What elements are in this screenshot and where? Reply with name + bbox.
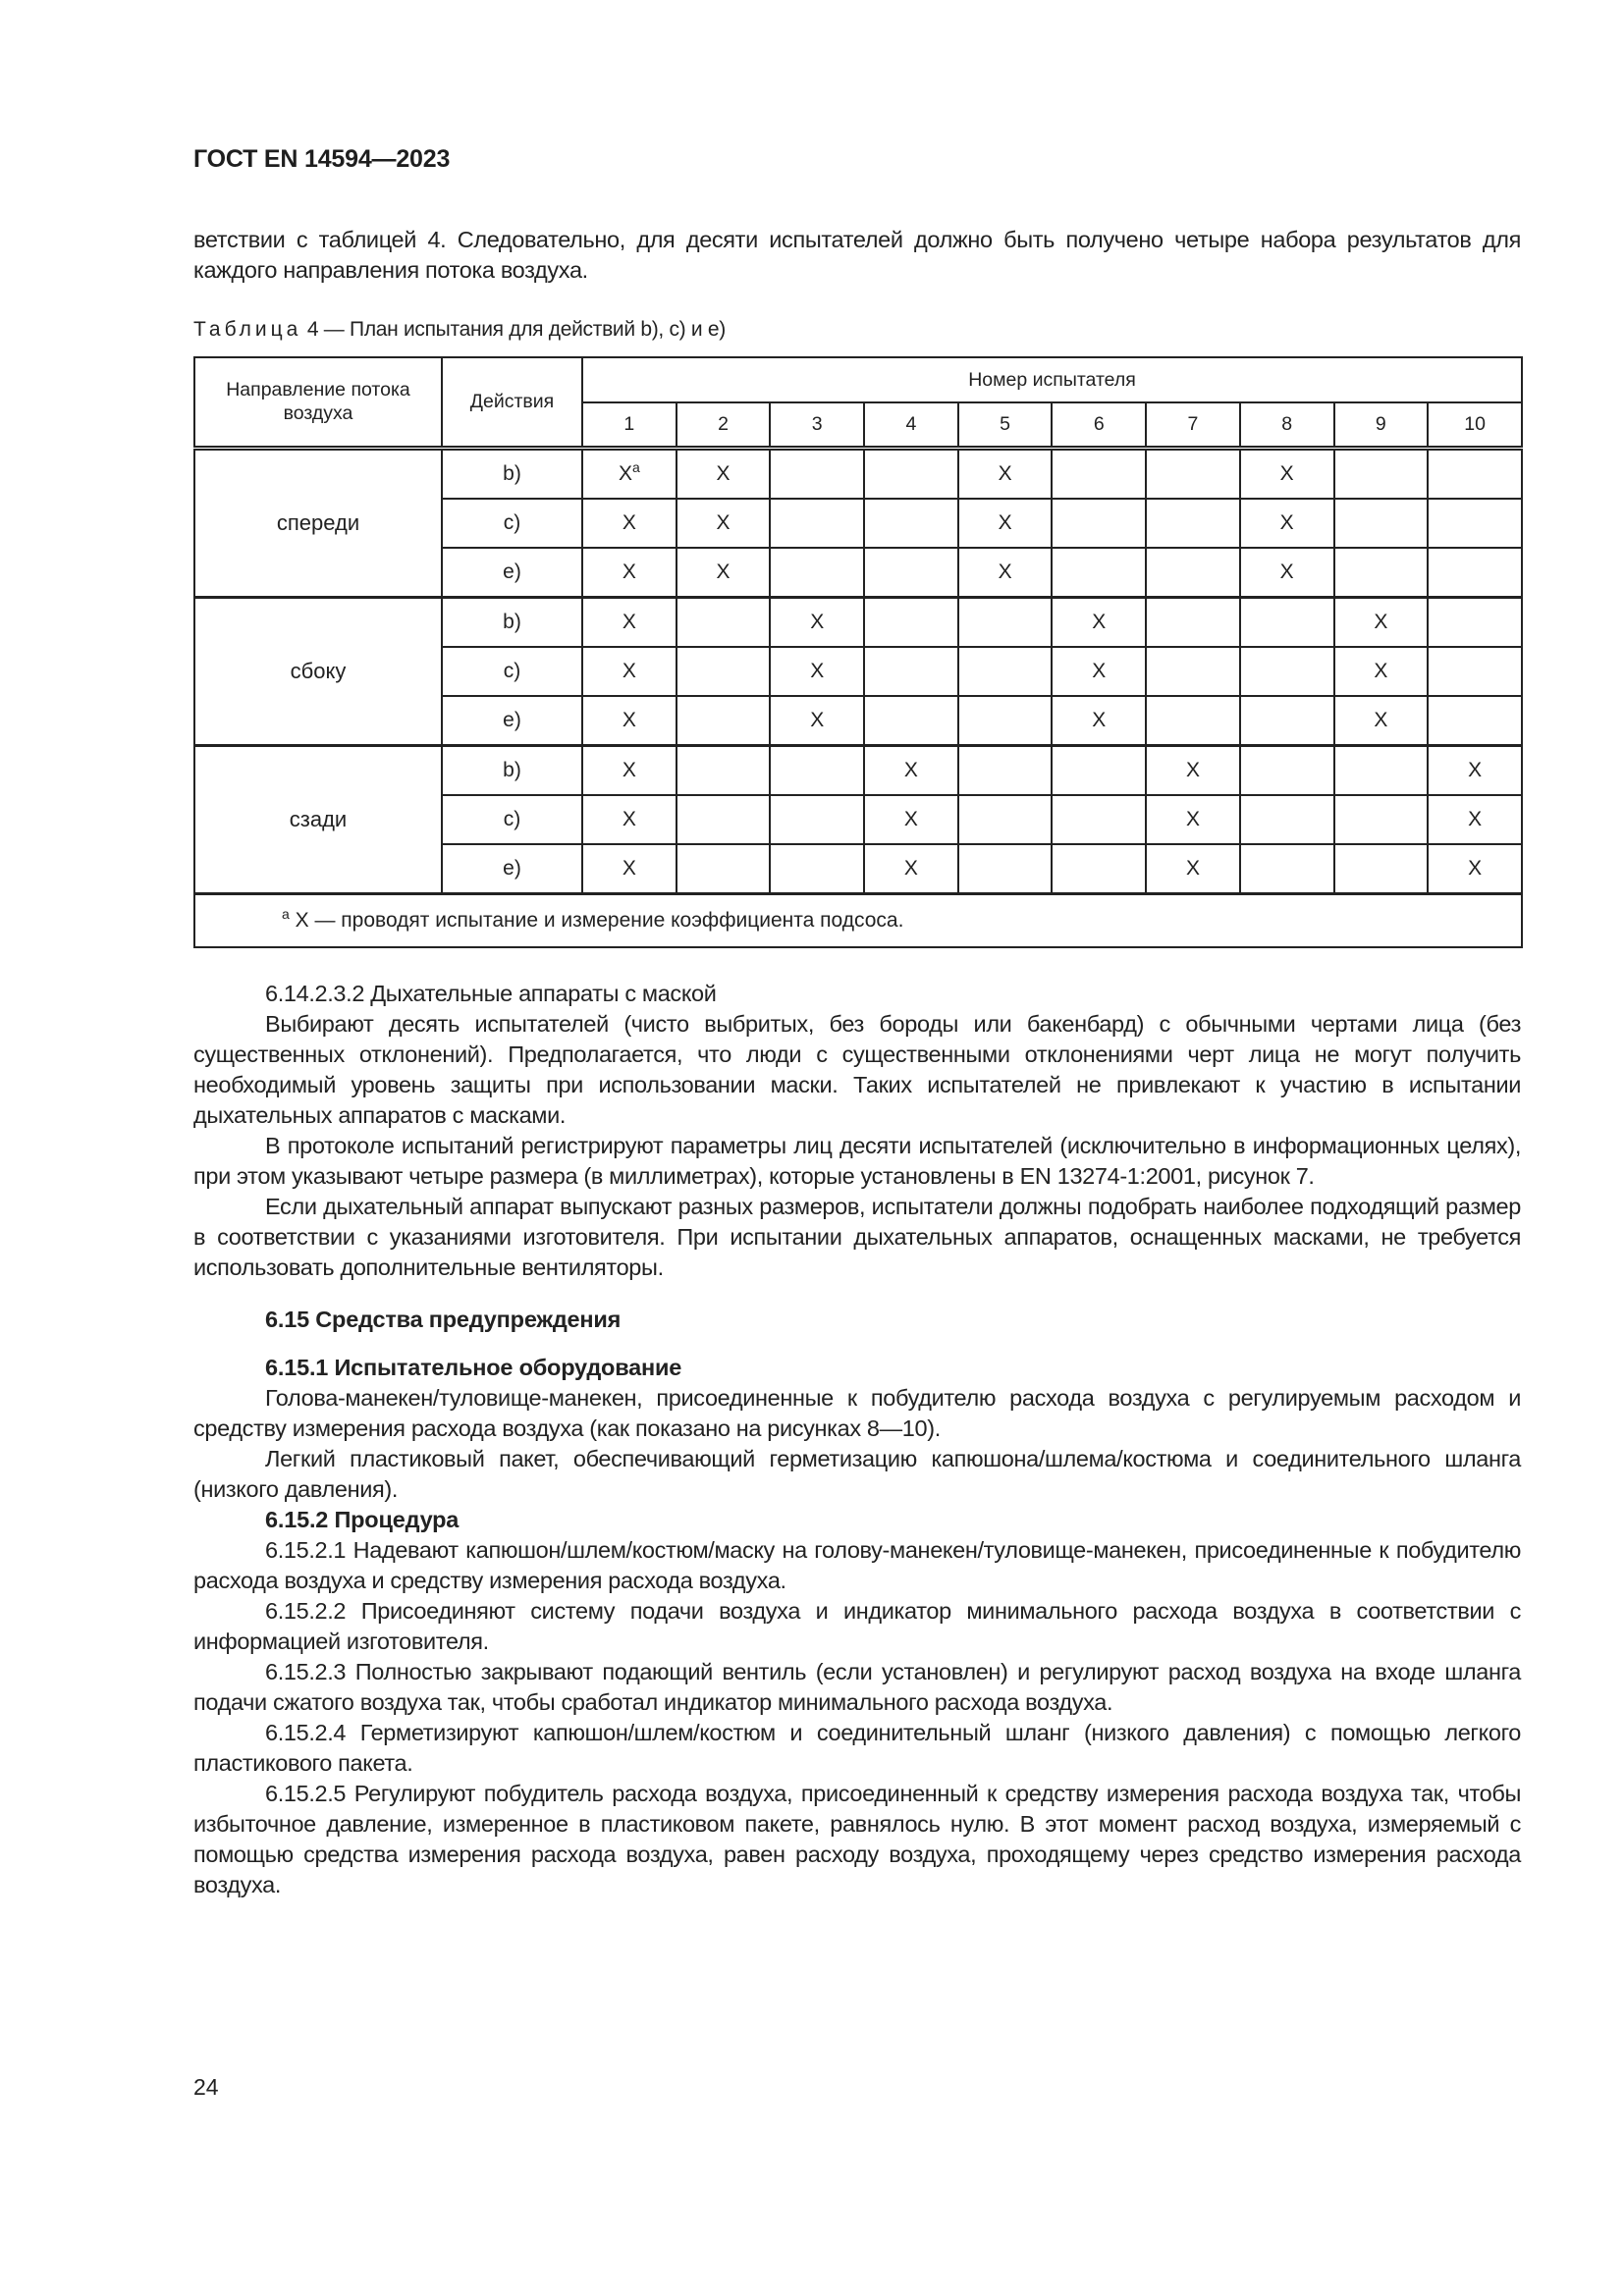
mark-cell xyxy=(1146,548,1240,598)
mark-cell xyxy=(1052,448,1146,499)
mark-cell xyxy=(1428,647,1522,696)
mark-cell xyxy=(677,499,771,548)
mark-cell xyxy=(1052,795,1146,844)
mark-cell xyxy=(770,745,864,795)
mark-cell xyxy=(1240,795,1334,844)
table-row xyxy=(194,745,1522,795)
paragraph: 6.15.2.4 Герметизируют капюшон/шлем/костюм и соединительный шланг (низкого давления) с помощью легкого пластикового пакета. xyxy=(193,1720,1521,1776)
mark-value: X xyxy=(716,560,731,583)
footnote-marker: a xyxy=(631,458,640,475)
document-title: ГОСТ EN 14594—2023 xyxy=(193,145,451,173)
mark-value: X xyxy=(1092,659,1107,682)
body-text xyxy=(193,979,1521,1900)
mark-cell xyxy=(1428,597,1522,647)
mark-cell xyxy=(770,647,864,696)
header-direction: Направление потока воздуха xyxy=(194,357,442,448)
mark-cell xyxy=(958,745,1053,795)
mark-value: X xyxy=(622,510,636,534)
mark-cell xyxy=(1334,448,1429,499)
mark-cell xyxy=(1146,745,1240,795)
mark-cell xyxy=(958,795,1053,844)
mark-value: X xyxy=(1374,610,1388,633)
header-actions: Действия xyxy=(442,357,582,448)
mark-cell xyxy=(1428,745,1522,795)
mark-cell xyxy=(677,745,771,795)
mark-value: X xyxy=(1185,807,1200,830)
mark-value: X xyxy=(618,461,632,485)
header-tester-9: 9 xyxy=(1334,402,1429,448)
mark-value: X xyxy=(998,560,1012,583)
mark-cell xyxy=(1240,696,1334,746)
mark-cell xyxy=(1146,844,1240,894)
header-tester-3: 3 xyxy=(770,402,864,448)
header-tester-5: 5 xyxy=(958,402,1053,448)
table-row xyxy=(194,597,1522,647)
mark-value: X xyxy=(1468,807,1483,830)
mark-cell xyxy=(864,499,958,548)
mark-value: X xyxy=(622,856,636,880)
mark-cell xyxy=(1334,597,1429,647)
mark-cell xyxy=(770,597,864,647)
mark-cell xyxy=(864,844,958,894)
action-cell: e) xyxy=(442,548,582,598)
mark-cell xyxy=(1052,548,1146,598)
mark-cell xyxy=(864,795,958,844)
table-body xyxy=(194,448,1522,947)
mark-cell xyxy=(582,696,677,746)
mark-cell xyxy=(1240,597,1334,647)
mark-cell xyxy=(864,745,958,795)
mark-cell xyxy=(958,844,1053,894)
direction-cell: сзади xyxy=(194,745,442,893)
mark-value: X xyxy=(622,610,636,633)
header-tester-10: 10 xyxy=(1428,402,1522,448)
page-number: 24 xyxy=(193,2074,219,2100)
mark-cell xyxy=(1428,499,1522,548)
paragraph: 6.15.2.3 Полностью закрывают подающий вентиль (если установлен) и регулируют расход воздуха на входе шланга подачи сжатого воздуха так, чтобы сработал индикатор минимального расхода воздуха. xyxy=(193,1659,1521,1715)
mark-cell xyxy=(1428,844,1522,894)
mark-cell xyxy=(1334,795,1429,844)
mark-cell xyxy=(770,795,864,844)
mark-value: X xyxy=(1279,560,1294,583)
mark-value: X xyxy=(903,807,918,830)
mark-cell xyxy=(864,647,958,696)
action-cell: e) xyxy=(442,696,582,746)
mark-cell xyxy=(1240,745,1334,795)
mark-cell xyxy=(677,548,771,598)
action-cell: b) xyxy=(442,745,582,795)
mark-cell xyxy=(1240,548,1334,598)
mark-value: X xyxy=(622,659,636,682)
paragraph: Легкий пластиковый пакет, обеспечивающий герметизацию капюшона/шлема/костюма и соединительного шланга (низкого давления). xyxy=(193,1446,1521,1502)
mark-cell xyxy=(582,795,677,844)
mark-value: X xyxy=(1185,758,1200,781)
mark-cell xyxy=(1146,597,1240,647)
mark-cell xyxy=(864,696,958,746)
footnote-marker: a xyxy=(282,905,290,922)
mark-cell xyxy=(770,696,864,746)
mark-value: X xyxy=(810,708,825,731)
mark-value: X xyxy=(1185,856,1200,880)
mark-value: X xyxy=(1468,758,1483,781)
header-tester-1: 1 xyxy=(582,402,677,448)
mark-cell xyxy=(1146,647,1240,696)
mark-value: X xyxy=(622,758,636,781)
action-cell: b) xyxy=(442,448,582,499)
header-tester-8: 8 xyxy=(1240,402,1334,448)
mark-cell xyxy=(770,499,864,548)
mark-cell xyxy=(958,448,1053,499)
mark-cell xyxy=(1240,448,1334,499)
mark-cell xyxy=(1146,448,1240,499)
mark-cell xyxy=(1146,795,1240,844)
mark-cell xyxy=(677,696,771,746)
header-tester-7: 7 xyxy=(1146,402,1240,448)
mark-cell xyxy=(1240,647,1334,696)
mark-cell xyxy=(958,696,1053,746)
mark-cell xyxy=(1052,499,1146,548)
mark-value: X xyxy=(716,461,731,485)
mark-cell xyxy=(677,647,771,696)
mark-value: X xyxy=(622,560,636,583)
mark-cell xyxy=(958,548,1053,598)
mark-cell xyxy=(770,448,864,499)
mark-cell xyxy=(677,448,771,499)
mark-cell xyxy=(864,597,958,647)
mark-cell xyxy=(582,844,677,894)
table-row xyxy=(194,448,1522,499)
mark-cell xyxy=(1052,597,1146,647)
mark-cell xyxy=(1334,745,1429,795)
mark-cell xyxy=(1428,448,1522,499)
mark-value: X xyxy=(998,461,1012,485)
mark-cell xyxy=(677,597,771,647)
action-cell: c) xyxy=(442,795,582,844)
mark-cell xyxy=(1146,696,1240,746)
paragraph: 6.15.2.5 Регулируют побудитель расхода воздуха, присоединенный к средству измерения расхода воздуха так, чтобы избыточное давление, измеренное в пластиковом пакете, равнялось нулю. В этот момент расход воздуха, измеряемый с помощью средства измерения расхода воздуха, равен расходу воздуха, проходящему через средство измерения расхода воздуха. xyxy=(193,1781,1521,1897)
table-caption-label: Таблица xyxy=(193,318,302,341)
mark-cell xyxy=(958,647,1053,696)
section-6-14-2-3-2-title: 6.14.2.3.2 Дыхательные аппараты с маской xyxy=(265,981,717,1006)
mark-value: X xyxy=(1092,708,1107,731)
footnote-text: X — проводят испытание и измерение коэффициента подсоса. xyxy=(289,908,904,932)
mark-cell xyxy=(582,548,677,598)
mark-cell xyxy=(1428,696,1522,746)
header-tester-2: 2 xyxy=(677,402,771,448)
table-caption xyxy=(193,316,726,344)
table-footnote xyxy=(194,893,1522,947)
mark-value: X xyxy=(1279,461,1294,485)
paragraph: 6.15.2.2 Присоединяют систему подачи воздуха и индикатор минимального расхода воздуха в соответствии с информацией изготовителя. xyxy=(193,1598,1521,1654)
mark-cell xyxy=(770,844,864,894)
paragraph: В протоколе испытаний регистрируют параметры лиц десяти испытателей (исключительно в информационных целях), при этом указывают четыре размера (в миллиметрах), которые установлены в EN 13274-1:2001, рисунок 7. xyxy=(193,1133,1521,1189)
mark-value: X xyxy=(903,758,918,781)
mark-cell xyxy=(582,448,677,499)
mark-value: X xyxy=(1374,659,1388,682)
mark-cell xyxy=(1052,647,1146,696)
action-cell: c) xyxy=(442,647,582,696)
footnote-row xyxy=(194,893,1522,947)
test-plan-table xyxy=(193,356,1523,948)
mark-cell xyxy=(1334,499,1429,548)
mark-cell xyxy=(1240,844,1334,894)
mark-cell xyxy=(677,844,771,894)
mark-cell xyxy=(1052,745,1146,795)
mark-cell xyxy=(1334,696,1429,746)
header-tester-6: 6 xyxy=(1052,402,1146,448)
mark-cell xyxy=(864,448,958,499)
action-cell: b) xyxy=(442,597,582,647)
mark-value: X xyxy=(1468,856,1483,880)
intro-paragraph: ветствии с таблицей 4. Следовательно, для десяти испытателей должно быть получено четыре набора результатов для каждого направления потока воздуха. xyxy=(193,227,1521,283)
action-cell: c) xyxy=(442,499,582,548)
mark-cell xyxy=(1334,844,1429,894)
paragraph: Если дыхательный аппарат выпускают разных размеров, испытатели должны подобрать наиболее подходящий размер в соответствии с указаниями изготовителя. При испытании дыхательных аппаратов, оснащенных масками, не требуется использовать дополнительные вентиляторы. xyxy=(193,1194,1521,1280)
table-caption-text: 4 — План испытания для действий b), c) и e) xyxy=(301,318,726,341)
mark-cell xyxy=(1052,844,1146,894)
mark-cell xyxy=(582,745,677,795)
mark-cell xyxy=(1334,647,1429,696)
mark-cell xyxy=(582,499,677,548)
header-tester-number: Номер испытателя xyxy=(582,357,1522,402)
header-tester-4: 4 xyxy=(864,402,958,448)
mark-cell xyxy=(1052,696,1146,746)
paragraph: 6.15.2.1 Надевают капюшон/шлем/костюм/маску на голову-манекен/туловище-манекен, присоединенные к побудителю расхода воздуха и средству измерения расхода воздуха. xyxy=(193,1537,1521,1593)
mark-value: X xyxy=(1374,708,1388,731)
mark-cell xyxy=(1146,499,1240,548)
paragraph: Выбирают десять испытателей (чисто выбритых, без бороды или бакенбард) с обычными чертами лица (без существенных отклонений). Предполагается, что люди с существенными отклонениями черт лица не могут получить необходимый уровень защиты при использовании маски. Таких испытателей не привлекают к участию в испытании дыхательных аппаратов с масками. xyxy=(193,1011,1521,1128)
section-heading-6-15-1: 6.15.1 Испытательное оборудование xyxy=(265,1355,682,1380)
direction-cell: спереди xyxy=(194,448,442,597)
mark-value: X xyxy=(622,708,636,731)
mark-value: X xyxy=(716,510,731,534)
mark-cell xyxy=(1428,795,1522,844)
mark-cell xyxy=(864,548,958,598)
paragraph: Голова-манекен/туловище-манекен, присоединенные к побудителю расхода воздуха с регулируемым расходом и средству измерения расхода воздуха (как показано на рисунках 8—10). xyxy=(193,1385,1521,1441)
mark-value: X xyxy=(1092,610,1107,633)
mark-cell xyxy=(958,499,1053,548)
direction-cell: сбоку xyxy=(194,597,442,745)
mark-cell xyxy=(1334,548,1429,598)
mark-value: X xyxy=(1279,510,1294,534)
mark-cell xyxy=(770,548,864,598)
section-heading-6-15-2: 6.15.2 Процедура xyxy=(265,1507,460,1532)
mark-value: X xyxy=(903,856,918,880)
mark-value: X xyxy=(998,510,1012,534)
mark-cell xyxy=(677,795,771,844)
mark-value: X xyxy=(622,807,636,830)
mark-cell xyxy=(958,597,1053,647)
mark-value: X xyxy=(810,659,825,682)
mark-cell xyxy=(582,597,677,647)
action-cell: e) xyxy=(442,844,582,894)
mark-value: X xyxy=(810,610,825,633)
mark-cell xyxy=(1240,499,1334,548)
mark-cell xyxy=(1428,548,1522,598)
section-heading-6-15: 6.15 Средства предупреждения xyxy=(265,1307,622,1332)
mark-cell xyxy=(582,647,677,696)
